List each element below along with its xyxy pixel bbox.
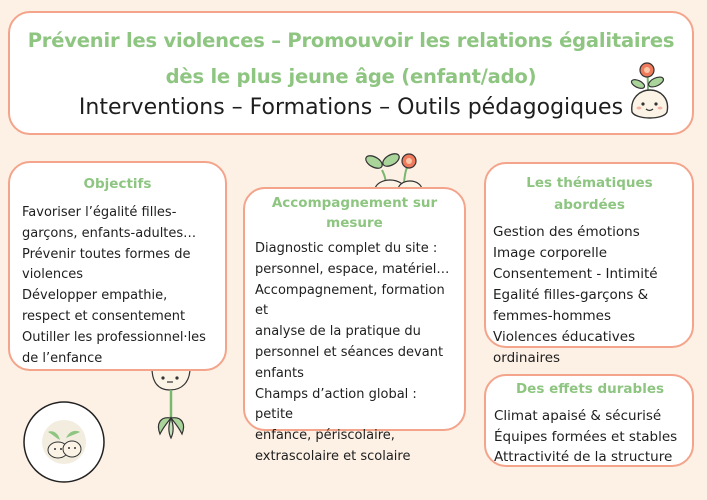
accompagnement-card [243, 187, 466, 464]
accompagnement-line: Accompagnement, formation et [255, 282, 445, 319]
thematiques-list [493, 222, 686, 369]
thematiques-card [484, 162, 694, 366]
accompagnement-line: personnel et séances devant [255, 344, 444, 360]
accompagnement-title-line-1: Accompagnement sur [271, 195, 438, 211]
graines-d-egalite-logo [22, 400, 106, 484]
subtitle: Interventions – Formations – Outils pédagogiques [78, 95, 624, 120]
seed-flower-mascot-icon [626, 60, 674, 124]
accompagnement-list [255, 239, 454, 468]
thematiques-line: femmes-hommes [493, 308, 612, 324]
objectifs-list [22, 203, 213, 369]
thematiques-line: Image corporelle [493, 245, 607, 261]
objectifs-line: garçons, enfants-adultes… [22, 225, 197, 241]
thematiques-line: Consentement - Intimité [493, 266, 658, 282]
sprout-mascot-icon [364, 148, 434, 190]
effets-line: Équipes formées et stables [494, 428, 678, 445]
effets-title: Des effets durables [515, 381, 665, 397]
thematiques-line: ordinaires [493, 350, 561, 366]
accompagnement-title-line-2: mesure [326, 215, 383, 231]
thematiques-line: Egalité filles-garçons & [493, 287, 649, 303]
accompagnement-line: Diagnostic complet du site : [255, 241, 438, 256]
accompagnement-line: Champs d’action global : petite [255, 386, 417, 423]
objectifs-line: Prévenir toutes formes de [22, 246, 191, 262]
accompagnement-line: personnel, espace, matériel… [255, 261, 450, 277]
thematiques-line: Gestion des émotions [493, 224, 640, 240]
thematiques-line: Violences éducatives [493, 329, 636, 345]
effets-line: Climat apaisé & sécurisé [494, 408, 662, 424]
effets-list [494, 406, 686, 468]
effets-card [484, 374, 694, 467]
objectifs-line: violences [22, 267, 84, 283]
objectifs-line: respect et consentement [22, 308, 186, 324]
objectifs-line: Développer empathie, [22, 288, 168, 304]
header-banner [8, 11, 694, 135]
accompagnement-line: enfance, périscolaire, [255, 428, 395, 444]
accompagnement-line: analyse de la pratique du [255, 324, 421, 340]
objectifs-title: Objectifs [83, 176, 152, 192]
objectifs-line: Favoriser l’égalité filles- [22, 205, 177, 220]
objectifs-line: de l’enfance [22, 350, 103, 366]
objectifs-line: Outiller les professionnel·les [22, 329, 206, 345]
seed-sprout-mascot-icon [148, 368, 196, 440]
objectifs-card [8, 161, 227, 371]
title-line-1: Prévenir les violences – Promouvoir les relations égalitaires [27, 29, 675, 52]
effets-line: Attractivité de la structure [494, 449, 673, 465]
thematiques-title: Les thématiques abordées [526, 175, 653, 213]
accompagnement-line: extrascolaire et scolaire [255, 448, 411, 464]
title-line-2: dès le plus jeune âge (enfant/ado) [165, 65, 537, 88]
accompagnement-line: enfants [255, 365, 304, 381]
